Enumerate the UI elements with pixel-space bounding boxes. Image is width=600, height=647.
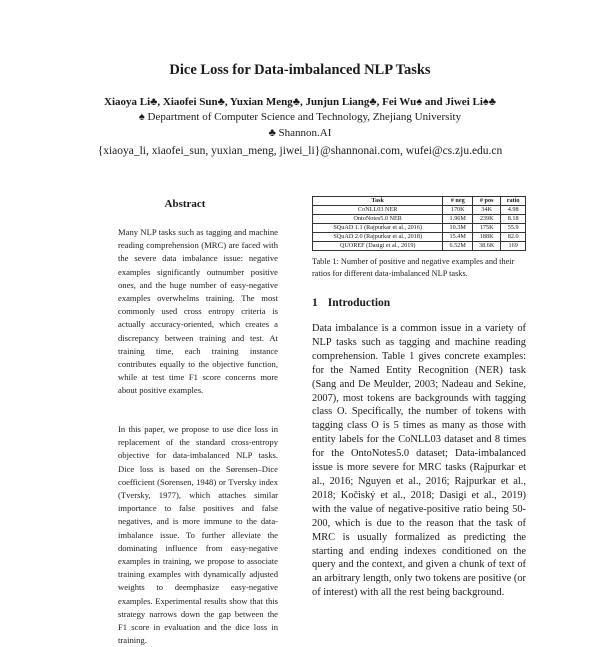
table-header-cell: # pos	[473, 197, 501, 206]
table-cell: OntoNotes5.0 NER	[313, 215, 443, 224]
table-cell: SQuAD 1.1 (Rajpurkar et al., 2016)	[313, 224, 443, 233]
table-cell: 82.0	[501, 233, 526, 242]
table-row	[313, 206, 526, 215]
affiliation-zju: ♠ Department of Computer Science and Technology, Zhejiang University	[138, 111, 462, 123]
table-row	[313, 233, 526, 242]
section-number: 1	[312, 297, 318, 309]
table-row	[313, 242, 526, 251]
table-row	[313, 224, 526, 233]
data-table-1	[312, 196, 526, 251]
table-cell: 34K	[473, 206, 501, 215]
introduction-paragraph: Data imbalance is a common issue in a variety of NLP tasks such as tagging and machine reading comprehension. Table 1 gives concrete examples: for the Named Entity Recognition (NER) task (Sang and De Meulder, 2003; Nadeau and Sekine, 2007), most tokens are backgrounds with tagging class O. Specifically, the number of tokens with tagging class O is 5 times as many as those with entity labels for the CoNLL03 dataset and 8 times for the OntoNotes5.0 dataset; Data-imbalanced issue is more severe for MRC tasks (Rajpurkar et al., 2016; Nguyen et al., 2016; Rajpurkar et al., 2018; Kočiský et al., 2018; Dasigi et al., 2019) with the value of negative-positive ratio being 50-200, which is due to the reason that the task of MRC is usually formalized as predicting the starting and ending indexes conditioned on the query and the context, and given a chunk of text of an arbitrary length, only two tokens are positive (or of interest) with all the rest being background.	[312, 323, 526, 599]
table-cell: 169	[501, 242, 526, 251]
table-cell: 6.52M	[443, 242, 473, 251]
table-cell: 188K	[473, 233, 501, 242]
table-header-cell: ratio	[501, 197, 526, 206]
table-cell: 170K	[443, 206, 473, 215]
abstract-paragraph-2: In this paper, we propose to use dice loss in replacement of the standard cross-entropy objective for data-imbalanced NLP tasks. Dice loss is based on the Sørensen–Dice coefficient (Sorensen, 1948) or Tversky index (Tversky, 1977), which attaches similar importance to false positives and false negatives, and is more immune to the data-imbalance issue. To further alleviate the dominating influence from easy-negative examples in training, we propose to associate training examples with dynamically adjusted weights to deemphasize easy-negative examples. Experimental results show that this strategy narrows down the gap between the F1 score in evaluation and the dice loss in training.	[118, 424, 278, 646]
section-heading	[312, 297, 390, 309]
table-cell: 55.9	[501, 224, 526, 233]
abstract-heading: Abstract	[164, 198, 206, 210]
table-cell: SQuAD 2.0 (Rajpurkar et al., 2018)	[313, 233, 443, 242]
table-cell: QUOREF (Dasigi et al., 2019)	[313, 242, 443, 251]
abstract-paragraph-1: Many NLP tasks such as tagging and machine reading comprehension (MRC) are faced with the severe data imbalance issue: negative examples significantly outnumber positive ones, and the huge number of easy-negative examples overwhelms training. The most commonly used cross entropy criteria is actually accuracy-oriented, which creates a discrepancy between training and test. At training time, each training instance contributes equally to the objective function, while at test time F1 score concerns more about positive examples.	[118, 227, 278, 396]
table-cell: 10.3M	[443, 224, 473, 233]
table-header-row	[313, 197, 526, 206]
table-cell: 38.6K	[473, 242, 501, 251]
paper-title: Dice Loss for Data-imbalanced NLP Tasks	[169, 62, 431, 78]
table-row	[313, 215, 526, 224]
author-list: Xiaoya Li♣, Xiaofei Sun♣, Yuxian Meng♣, Junjun Liang♣, Fei Wu♠ and Jiwei Li♠♣	[104, 96, 496, 108]
table-cell: 4.98	[501, 206, 526, 215]
table-cell: CoNLL03 NER	[313, 206, 443, 215]
table-cell: 239K	[473, 215, 501, 224]
table-cell: 15.4M	[443, 233, 473, 242]
table-caption: Table 1: Number of positive and negative examples and their ratios for different data-imbalanced NLP tasks.	[312, 257, 515, 278]
section-title: Introduction	[327, 297, 391, 309]
table-header-cell: Task	[313, 197, 443, 206]
table-cell: 8.18	[501, 215, 526, 224]
table-cell: 1.96M	[443, 215, 473, 224]
table-header-cell: # neg	[443, 197, 473, 206]
table-cell: 175K	[473, 224, 501, 233]
affiliation-shannon: ♣ Shannon.AI	[268, 127, 332, 139]
author-emails: {xiaoya_li, xiaofei_sun, yuxian_meng, jiwei_li}@shannonai.com, wufei@cs.zju.edu.cn	[97, 145, 503, 157]
